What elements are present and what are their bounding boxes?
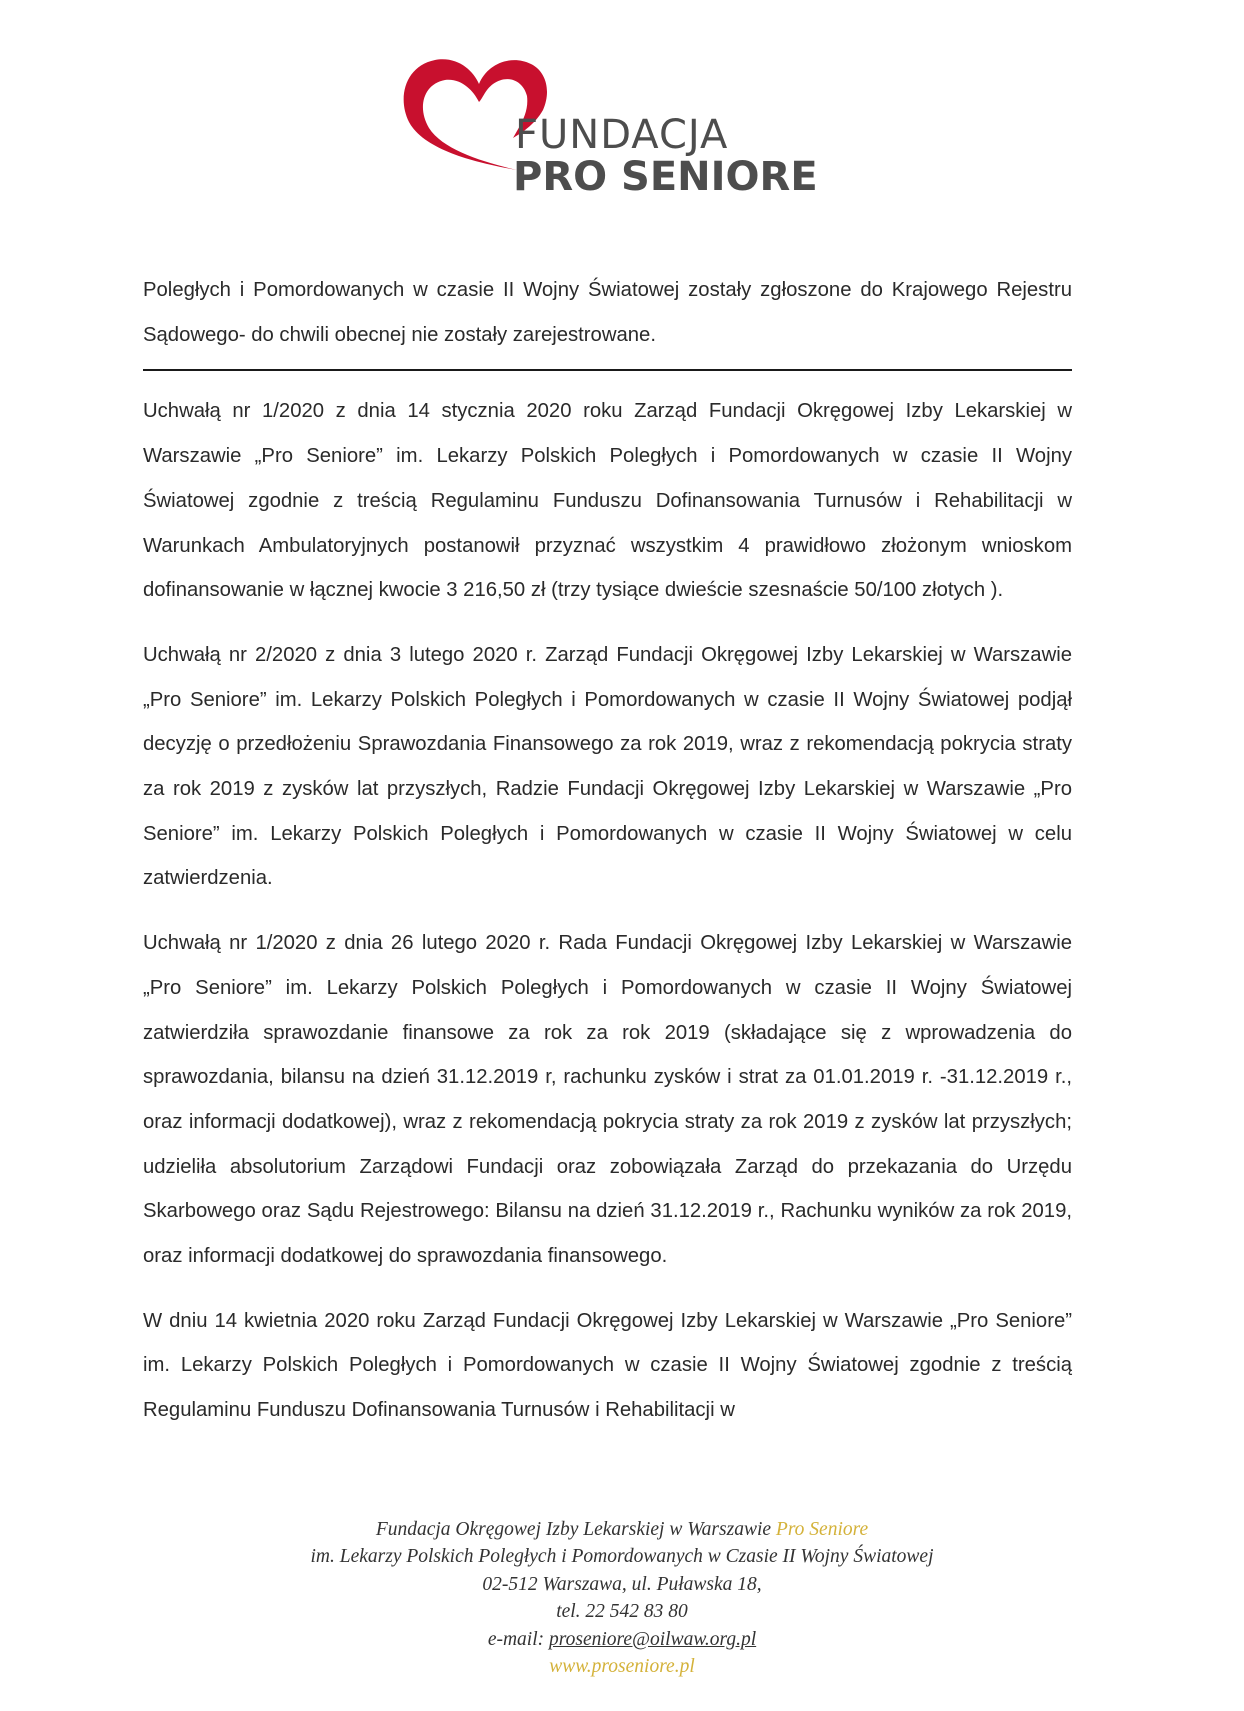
footer-email-label: e-mail:	[487, 1628, 545, 1650]
footer-org-name: Fundacja Okręgowej Izby Lekarskiej w Warszawie	[375, 1519, 772, 1540]
footer-org-line	[180, 1516, 1064, 1543]
logo-subtitle: PRO SENIORE	[513, 154, 818, 200]
paragraph-spacer	[143, 1279, 1072, 1299]
paragraph-april: W dniu 14 kwietnia 2020 roku Zarząd Fundacji Okręgowej Izby Lekarskiej w Warszawie „Pro Seniore” im. Lekarzy Polskich Poległych i Pomordowanych w czasie II Wojny Światowej zgodnie z treścią Regulaminu Funduszu Dofinansowania Turnusów i Rehabilitacji w	[143, 1309, 1072, 1422]
footer-email-link[interactable]: proseniore@oilwaw.org.pl	[549, 1628, 757, 1650]
paragraph-resolution-2: Uchwałą nr 2/2020 z dnia 3 lutego 2020 r. Zarząd Fundacji Okręgowej Izby Lekarskiej w Warszawie „Pro Seniore” im. Lekarzy Polskich Poległych i Pomordowanych w czasie II Wojny Światowej podjął decyzję o przedłożeniu Sprawozdania Finansowego za rok 2019, wraz z rekomendacją pokrycia straty za rok 2019 z zysków lat przyszłych, Radzie Fundacji Okręgowej Izby Lekarskiej w Warszawie „Pro Seniore” im. Lekarzy Polskich Poległych i Pomordowanych w czasie II Wojny Światowej w celu zatwierdzenia.	[143, 643, 1072, 890]
footer-org-subtitle: im. Lekarzy Polskich Poległych i Pomordowanych w Czasie II Wojny Światowej	[310, 1546, 934, 1568]
paragraph-resolution-1: Uchwałą nr 1/2020 z dnia 14 stycznia 2020 roku Zarząd Fundacji Okręgowej Izby Lekarskiej w Warszawie „Pro Seniore” im. Lekarzy Polskich Poległych i Pomordowanych w czasie II Wojny Światowej zgodnie z treścią Regulaminu Funduszu Dofinansowania Turnusów i Rehabilitacji w Warunkach Ambulatoryjnych postanowił przyznać wszystkim 4 prawidłowo złożonym wnioskom dofinansowanie w łącznej kwocie 3 216,50 zł (trzy tysiące dwieście szesnaście 50/100 złotych ).	[143, 400, 1072, 602]
footer-org-highlight: Pro Seniore	[775, 1519, 869, 1540]
footer-address: 02-512 Warszawa, ul. Puławska 18,	[482, 1573, 762, 1595]
intro-paragraph: Poległych i Pomordowanych w czasie II Wojny Światowej zostały zgłoszone do Krajowego Rejestru Sądowego- do chwili obecnej nie zostały zarejestrowane.	[143, 279, 1072, 346]
paragraph-resolution-3: Uchwałą nr 1/2020 z dnia 26 lutego 2020 r. Rada Fundacji Okręgowej Izby Lekarskiej w Warszawie „Pro Seniore” im. Lekarzy Polskich Poległych i Pomordowanych w czasie II Wojny Światowej zatwierdziła sprawozdanie finansowe za rok za rok 2019 (składające się z wprowadzenia do sprawozdania, bilansu na dzień 31.12.2019 r, rachunku zysków i strat za 01.01.2019 r. -31.12.2019 r., oraz informacji dodatkowej), wraz z rekomendacją pokrycia straty za rok 2019 z zysków lat przyszłych; udzieliła absolutorium Zarządowi Fundacji oraz zobowiązała Zarząd do przekazania do Urzędu Skarbowego oraz Sądu Rejestrowego: Bilansu na dzień 31.12.2019 r., Rachunku wyników za rok 2019, oraz informacji dodatkowej do sprawozdania finansowego.	[143, 932, 1072, 1268]
paragraph-spacer	[143, 613, 1072, 633]
document-body	[143, 268, 1072, 1433]
logo-title: FUNDACJA	[515, 112, 729, 158]
footer-email-line	[180, 1626, 1064, 1653]
divider	[143, 369, 1072, 371]
logo	[395, 52, 825, 212]
letterhead-footer	[180, 1516, 1064, 1680]
footer-website-link[interactable]: www.proseniore.pl	[549, 1656, 695, 1678]
footer-phone: tel. 22 542 83 80	[556, 1601, 688, 1623]
paragraph-spacer	[143, 901, 1072, 921]
